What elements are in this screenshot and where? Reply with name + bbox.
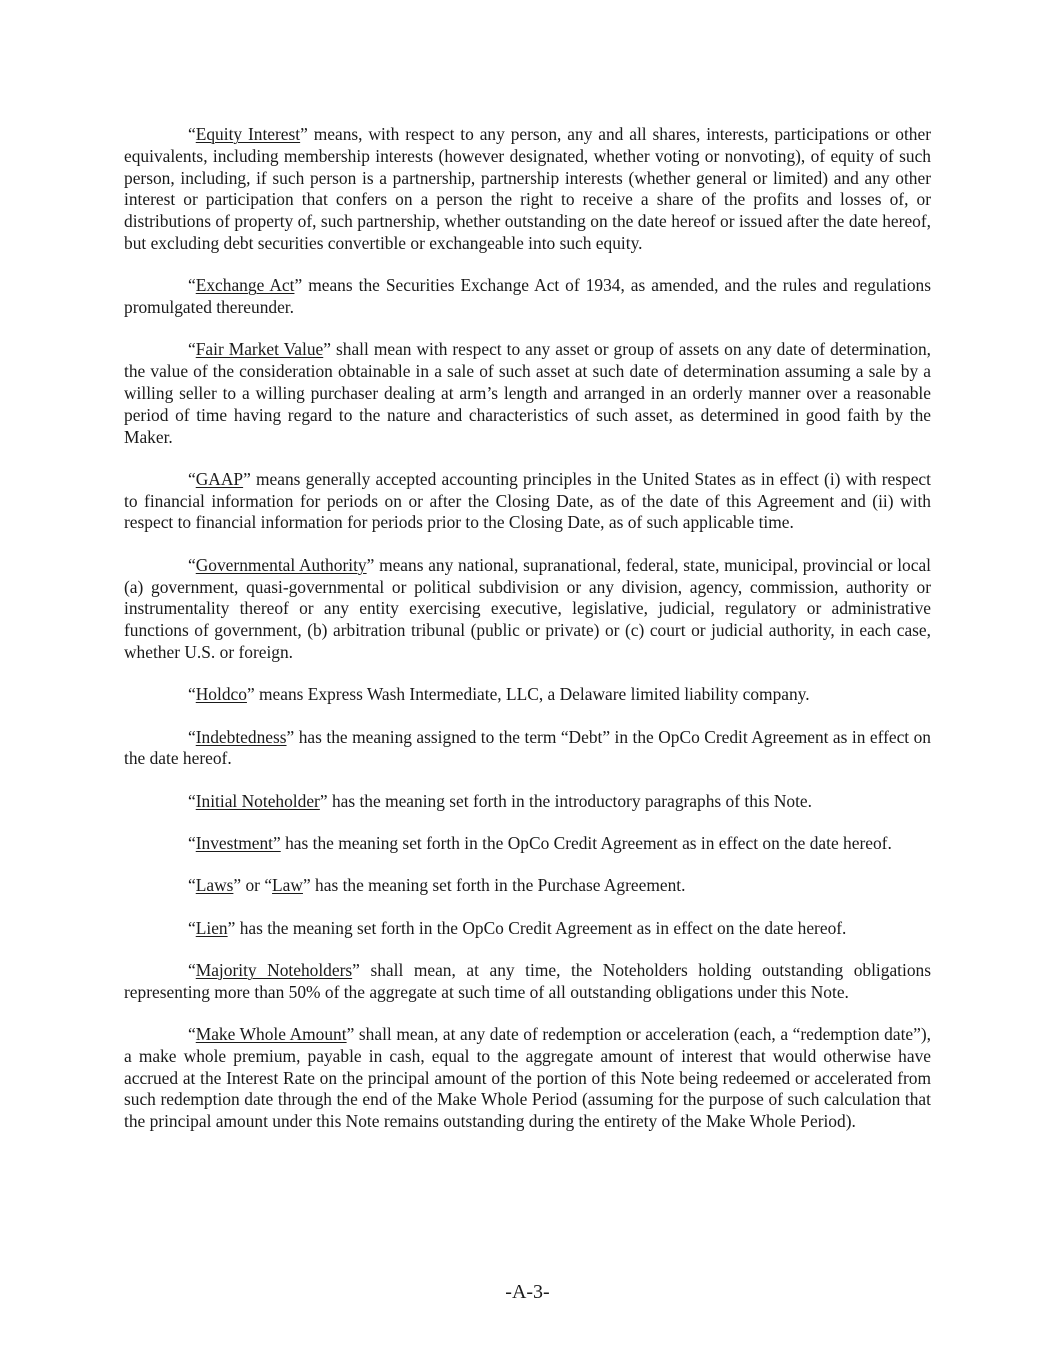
definition-governmental-authority: “Governmental Authority” means any national, supranational, federal, state, municipal, provincial or local (a) government, quasi-governmental or political subdivision or any division, agency, commission, authority or instrumentality thereof or any entity exercising executive, legislative, judicial, regulatory or administrative functions of government, (b) arbitration tribunal (public or private) or (c) court or judicial authority, in each case, whether U.S. or foreign. (124, 554, 931, 662)
definition-connector: or “ (241, 875, 273, 896)
defined-term: Fair Market Value (195, 339, 324, 360)
definition-text: shall mean, at any date of redemption or acceleration (each, a “redemption date”), a make whole premium, payable in cash, equal to the aggregate amount of interest that would otherwise have accrued at the Interest Rate on the principal amount of the portion of this Note being redeemed or accelerated from such redemption date through the end of the Make Whole Period (assuming for the purpose of such calculation that the principal amount under this Note remains outstanding during the entirety of the Make Whole Period). (124, 1023, 931, 1132)
defined-term: Initial Noteholder (195, 790, 320, 811)
defined-term: Majority Noteholders (195, 959, 353, 980)
defined-term: Exchange Act (195, 275, 295, 296)
definition-fair-market-value: “Fair Market Value” shall mean with respect to any asset or group of assets on any date of determination, the value of the consideration obtainable in a sale of such asset at such date of determination assuming a sale by a willing seller to a willing purchaser dealing at arm’s length and arranged in an orderly manner over a reasonable period of time having regard to the nature and characteristics of such asset, as determined in good faith by the Maker. (124, 339, 931, 447)
definition-text: means any national, supranational, federal, state, municipal, provincial or local (a) government, quasi-governmental or political subdivision or any division, agency, commission, authority or instrumentality thereof or any entity exercising executive, legislative, judicial, regulatory or administrative functions of government, (b) arbitration tribunal (public or private) or (c) court or judicial authority, in each case, whether U.S. or foreign. (124, 554, 931, 662)
definition-holdco: “Holdco” means Express Wash Intermediate, LLC, a Delaware limited liability company. (188, 684, 810, 705)
defined-term: Laws (195, 875, 234, 896)
defined-term: Indebtedness (195, 726, 287, 747)
defined-term: Law (272, 875, 303, 896)
defined-term: Lien (195, 917, 228, 938)
definition-text: means the Securities Exchange Act of 1934, as amended, and the rules and regulations promulgated thereunder. (124, 275, 931, 318)
definition-text: means generally accepted accounting principles in the United States as in effect (i) with respect to financial information for periods on or after the Closing Date, as of the date of this Agreement and (ii) with respect to financial information for periods prior to the Closing Date, as of such applicable time. (124, 468, 931, 533)
definition-text: has the meaning assigned to the term “Debt” in the OpCo Credit Agreement as in effect on the date hereof. (124, 726, 931, 769)
defined-term: Investment” (195, 832, 281, 853)
defined-term: Governmental Authority (195, 554, 367, 575)
definition-investment: “Investment” has the meaning set forth in the OpCo Credit Agreement as in effect on the date hereof. (188, 832, 892, 853)
definition-majority-noteholders: “Majority Noteholders” shall mean, at any time, the Noteholders holding outstanding obligations representing more than 50% of the aggregate at such time of all outstanding obligations under this Note. (124, 959, 931, 1002)
definition-text: means Express Wash Intermediate, LLC, a Delaware limited liability company. (254, 684, 810, 705)
definition-laws: “Laws” or “Law” has the meaning set forth in the Purchase Agreement. (188, 875, 686, 896)
definition-text: shall mean with respect to any asset or group of assets on any date of determination, the value of the consideration obtainable in a sale of such asset at such date of determination assuming a sale by a willing seller to a willing purchaser dealing at arm’s length and arranged in an orderly manner over a reasonable period of time having regard to the nature and characteristics of such asset, as determined in good faith by the Maker. (124, 339, 931, 447)
definition-text: shall mean, at any time, the Noteholders holding outstanding obligations representing more than 50% of the aggregate at such time of all outstanding obligations under this Note. (124, 959, 931, 1002)
page-number: -A-3- (505, 1281, 550, 1303)
definition-make-whole-amount: “Make Whole Amount” shall mean, at any date of redemption or acceleration (each, a “redemption date”), a make whole premium, payable in cash, equal to the aggregate amount of interest that would otherwise have accrued at the Interest Rate on the principal amount of the portion of this Note being redeemed or accelerated from such redemption date through the end of the Make Whole Period (assuming for the purpose of such calculation that the principal amount under this Note remains outstanding during the entirety of the Make Whole Period). (124, 1023, 931, 1132)
definition-exchange-act: “Exchange Act” means the Securities Exchange Act of 1934, as amended, and the rules and regulations promulgated thereunder. (124, 275, 931, 318)
definition-initial-noteholder: “Initial Noteholder” has the meaning set forth in the introductory paragraphs of this Note. (188, 790, 812, 811)
definition-text: has the meaning set forth in the OpCo Credit Agreement as in effect on the date hereof. (280, 832, 892, 853)
document-page (124, 124, 931, 1153)
definition-text: has the meaning set forth in the Purchase Agreement. (310, 875, 686, 896)
defined-term: Holdco (195, 684, 247, 705)
defined-term: GAAP (195, 468, 244, 489)
definition-equity-interest: “Equity Interest” means, with respect to any person, any and all shares, interests, participations or other equivalents, including membership interests (however designated, whether voting or nonvoting), of equity of such person, including, if such person is a partnership, partnership interests (whether general or limited) and any other interest or participation that confers on a person the right to receive a share of the profits and losses of, or distributions of property of, such partnership, whether outstanding on the date hereof or issued after the date hereof, but excluding debt securities convertible or exchangeable into such equity. (124, 124, 931, 253)
defined-term: Equity Interest (195, 124, 301, 144)
definition-gaap: “GAAP” means generally accepted accounting principles in the United States as in effect (i) with respect to financial information for periods on or after the Closing Date, as of the date of this Agreement and (ii) with respect to financial information for periods prior to the Closing Date, as of such applicable time. (124, 468, 931, 533)
definition-lien: “Lien” has the meaning set forth in the OpCo Credit Agreement as in effect on the date hereof. (188, 917, 847, 938)
definition-text: has the meaning set forth in the introductory paragraphs of this Note. (327, 790, 812, 811)
definition-text: has the meaning set forth in the OpCo Credit Agreement as in effect on the date hereof. (235, 917, 847, 938)
definition-text: means, with respect to any person, any and all shares, interests, participations or other equivalents, including membership interests (however designated, whether voting or nonvoting), of equity of such person, including, if such person is a partnership, partnership interests (whether general or limited) and any other interest or participation that confers on a person the right to receive a share of the profits and losses of, or distributions of property of, such partnership, whether outstanding on the date hereof or issued after the date hereof, but excluding debt securities convertible or exchangeable into such equity. (124, 124, 931, 253)
defined-term: Make Whole Amount (195, 1023, 347, 1044)
definition-indebtedness: “Indebtedness” has the meaning assigned to the term “Debt” in the OpCo Credit Agreement as in effect on the date hereof. (124, 726, 931, 769)
